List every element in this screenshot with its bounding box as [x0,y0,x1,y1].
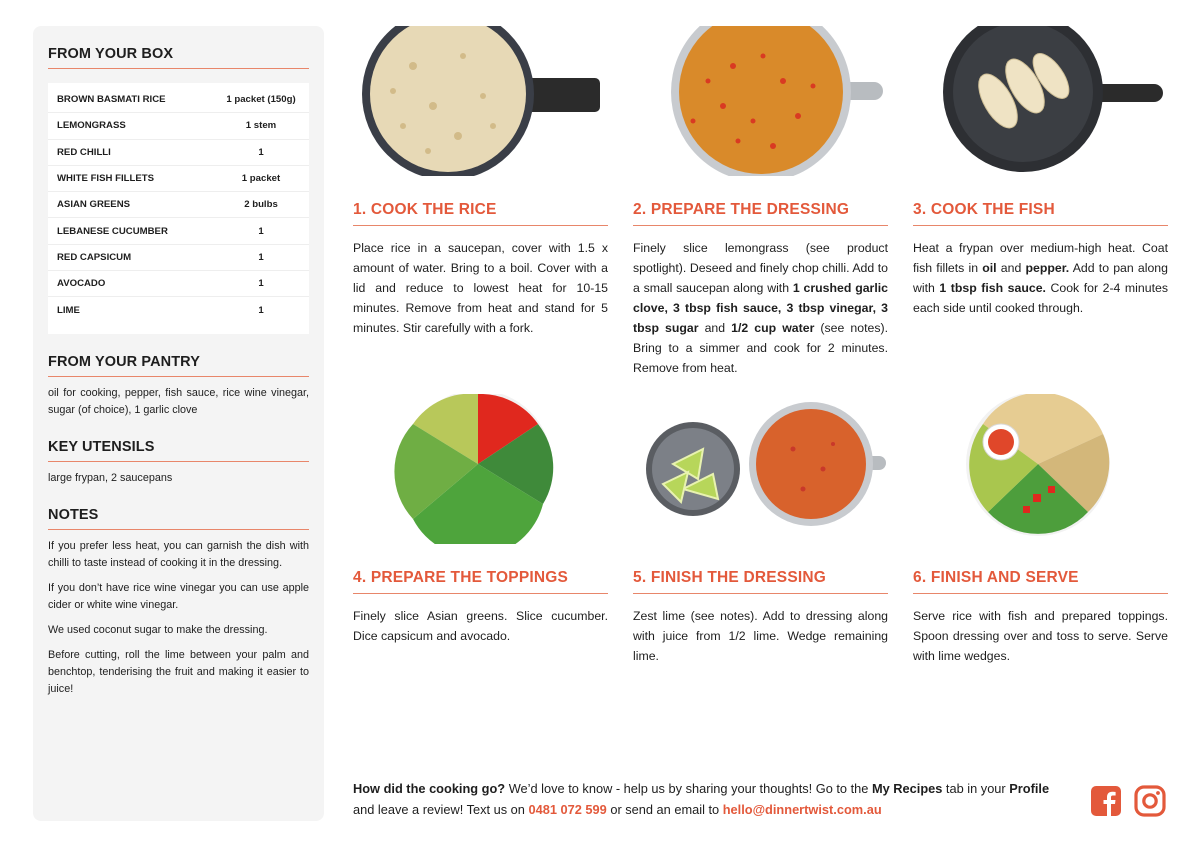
step-text [353,238,608,338]
step-text-run: Place rice in a saucepan, cover with 1.5 x amount of water. Bring to a boil. Cover with a lid and reduce to lowest heat for 10-15 minutes. Remove from heat and stand for 5 minutes. Stir carefully with a fork. [353,241,608,335]
step-6 [913,394,1168,666]
step-title: 5. FINISH THE DRESSING [633,569,888,594]
ingredient-name: AVOCADO [57,278,106,290]
toppings-plate-icon [353,394,608,544]
feedback-text: We’d love to know - help us by sharing your thoughts! Go to the [505,781,872,796]
step-title: 2. PREPARE THE DRESSING [633,201,888,226]
step-3 [913,26,1168,318]
ingredient-name: LEBANESE CUCUMBER [57,225,168,237]
instagram-icon[interactable] [1134,785,1166,817]
step-text-run: Finely slice Asian greens. Slice cucumber. Dice capsicum and avocado. [353,609,608,643]
step-text-bold: oil [982,261,997,275]
step-title: 1. COOK THE RICE [353,201,608,226]
feedback-text: or send an email to [606,802,723,817]
step-4 [353,394,608,646]
phone-number[interactable]: 0481 072 599 [528,802,607,817]
step-text-run: Finely slice lemongrass (see product spotlight). Deseed and finely chop chilli. Add to a small saucepan along with [633,241,888,295]
ingredient-row [48,297,309,323]
ingredient-name: LIME [57,305,80,317]
ingredient-quantity: 1 [258,251,264,263]
pantry-text: oil for cooking, pepper, fish sauce, rice wine vinegar, sugar (of choice), 1 garlic clove [48,386,309,416]
ingredient-quantity: 2 bulbs [244,199,278,211]
step-text [913,238,1168,318]
dressing-saucepan-icon [633,26,888,176]
step-text-run: Serve rice with fish and prepared toppings. Spoon dressing over and toss to serve. Serve with lime wedges. [913,609,1168,663]
step-text-run: and [996,261,1026,275]
ingredient-row [48,166,309,192]
ingredient-row [48,140,309,166]
ingredient-row [48,113,309,139]
notes-section [48,507,309,698]
lime-and-dressing-icon [633,394,888,544]
ingredient-name: RED CAPSICUM [57,251,132,263]
utensils-text: large frypan, 2 saucepans [48,471,173,484]
step-text-bold: 1/2 cup water [731,321,815,335]
step-5 [633,394,888,666]
email-link[interactable]: hello@dinnertwist.com.au [722,802,882,817]
ingredient-name: LEMONGRASS [57,120,126,132]
step-text [913,606,1168,666]
step-text-run: Heat a frypan over medium-high heat. Coat fish fillets in [913,241,1168,275]
ingredient-name: RED CHILLI [57,146,111,158]
step-title: 6. FINISH AND SERVE [913,569,1168,594]
fish-frypan-icon [913,26,1168,176]
step-text [633,606,888,666]
notes-list [48,538,309,698]
step-text-run: and [698,321,732,335]
served-plate-icon [913,394,1168,544]
ingredient-quantity: 1 packet [241,173,281,185]
ingredient-name: BROWN BASMATI RICE [57,94,166,106]
utensils-heading: KEY UTENSILS [48,439,309,462]
ingredient-quantity: 1 [258,278,264,290]
feedback-text: and leave a review! Text us on [353,802,529,817]
step-text [633,238,888,378]
ingredient-quantity: 1 [258,225,264,237]
ingredient-row [48,192,309,218]
ingredients-table [48,83,309,334]
ingredient-quantity: 1 [258,305,264,317]
step-title: 4. PREPARE THE TOPPINGS [353,569,608,594]
facebook-icon[interactable] [1090,785,1122,817]
pantry-section [48,354,309,419]
utensils-section [48,439,309,487]
step-text-run: Add to pan along with [913,261,1168,295]
pantry-heading: FROM YOUR PANTRY [48,354,309,377]
from-your-box-heading: FROM YOUR BOX [48,46,309,69]
ingredient-name: WHITE FISH FILLETS [57,173,154,185]
step-title: 3. COOK THE FISH [913,201,1168,226]
step-text-run: Zest lime (see notes). Add to dressing along with juice from 1/2 lime. Wedge remaining lime. [633,609,888,663]
step-text-run: (see notes). Bring to a simmer and cook for 2 minutes. Remove from heat. [633,321,888,375]
note-item: Before cutting, roll the lime between your palm and benchtop, tenderising the fruit and making it easier to juice! [48,648,309,695]
step-text-bold: 1 crushed garlic clove, 3 tbsp fish sauce, 3 tbsp vinegar, 3 tbsp sugar [633,281,888,335]
step-text-run: Cook for 2-4 minutes each side until cooked through. [913,281,1168,315]
feedback-question: How did the cooking go? [353,781,506,796]
ingredient-name: ASIAN GREENS [57,199,131,211]
my-recipes-link[interactable]: My Recipes [871,781,943,796]
ingredient-quantity: 1 packet (150g) [226,94,296,106]
ingredient-quantity: 1 stem [245,120,277,132]
step-2 [633,26,888,378]
notes-heading: NOTES [48,507,309,530]
note-item: If you don’t have rice wine vinegar you can use apple cider or white wine vinegar. [48,581,309,611]
step-text-bold: 1 tbsp fish sauce. [939,281,1046,295]
ingredient-row [48,245,309,271]
note-item: We used coconut sugar to make the dressing. [48,623,268,636]
ingredient-quantity: 1 [258,146,264,158]
profile-link[interactable]: Profile [1009,781,1050,796]
step-text-bold: pepper. [1025,261,1070,275]
feedback-footer [353,778,1073,820]
feedback-text: tab in your [942,781,1010,796]
sidebar [33,26,324,821]
ingredient-row [48,218,309,244]
step-1 [353,26,608,338]
rice-pot-icon [353,26,608,176]
step-text [353,606,608,646]
note-item: If you prefer less heat, you can garnish the dish with chilli to taste instead of cooking it in the dressing. [48,539,309,569]
ingredient-row [48,271,309,297]
ingredient-row [48,87,309,113]
